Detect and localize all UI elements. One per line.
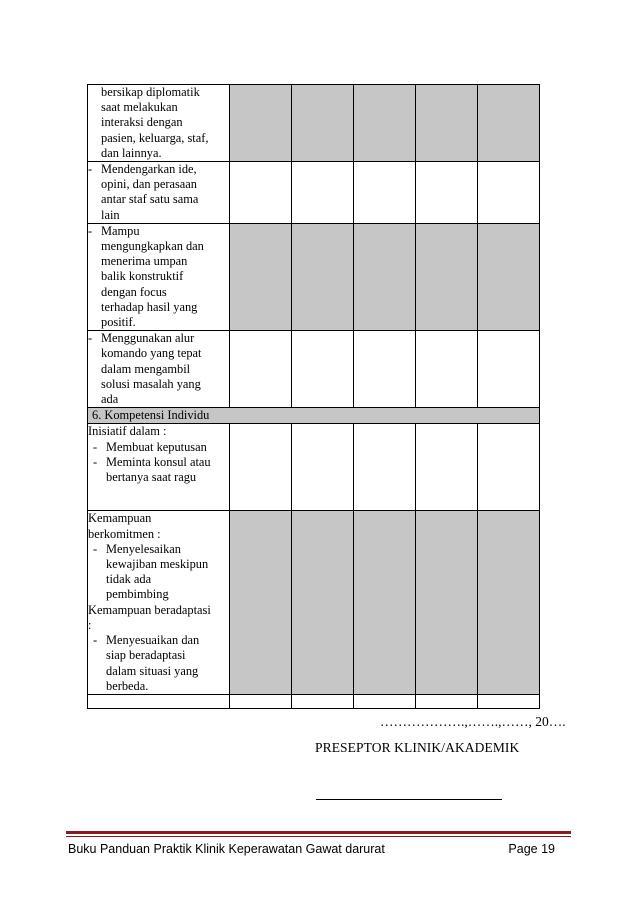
criteria-line: Menyesuaikan dan (106, 633, 200, 648)
table-row (88, 511, 540, 694)
criteria-line: dalam situasi yang (106, 663, 199, 678)
score-cell (478, 424, 540, 511)
criteria-line: terhadap hasil yang (101, 299, 198, 314)
criteria-line: bersikap diplomatik (101, 85, 200, 99)
score-cell (230, 694, 292, 708)
criteria-line: Mendengarkan ide, (101, 162, 197, 177)
criteria-line: solusi masalah yang (101, 376, 201, 391)
score-cell (292, 162, 354, 224)
criteria-line: saat melakukan (101, 100, 178, 115)
score-cell (292, 223, 354, 330)
signature-line (316, 799, 502, 800)
table-row (88, 162, 540, 224)
score-cell (292, 424, 354, 511)
score-cell (416, 694, 478, 708)
score-cell (230, 424, 292, 511)
criteria-cell (88, 85, 230, 162)
criteria-line: opini, dan perasaan (101, 177, 197, 192)
score-cell (478, 511, 540, 694)
section-row (88, 408, 540, 424)
criteria-line: dengan focus (101, 284, 167, 299)
table-row (88, 85, 540, 162)
score-cell (416, 511, 478, 694)
bullet-dash: - (93, 633, 98, 648)
score-cell (230, 511, 292, 694)
bullet-dash: - (93, 439, 98, 454)
criteria-cell (88, 694, 230, 708)
bullet-dash: - (93, 541, 98, 556)
criteria-line: siap beradaptasi (106, 648, 186, 663)
criteria-line: pasien, keluarga, staf, (101, 130, 209, 145)
criteria-line: Mampu (101, 223, 140, 238)
score-cell (292, 511, 354, 694)
score-cell (416, 424, 478, 511)
criteria-line: bertanya saat ragu (106, 470, 197, 485)
criteria-line: Meminta konsul atau (106, 454, 211, 469)
criteria-line: mengungkapkan dan (101, 239, 204, 254)
score-cell (230, 162, 292, 224)
table-row (88, 223, 540, 330)
criteria-cell (88, 162, 230, 224)
criteria-line: komando yang tepat (101, 346, 202, 361)
score-cell (292, 331, 354, 408)
score-cell (478, 162, 540, 224)
table-row (88, 424, 540, 511)
criteria-line: pembimbing (106, 587, 169, 602)
assessment-table (87, 84, 540, 709)
section-heading: 6. Kompetensi Individu (88, 408, 540, 424)
score-cell (354, 85, 416, 162)
criteria-line: positif. (101, 315, 136, 330)
bullet-dash: - (93, 454, 98, 469)
criteria-line: menerima umpan (101, 254, 188, 269)
criteria-cell (88, 223, 230, 330)
bullet-dash: - (88, 223, 93, 238)
score-cell (478, 85, 540, 162)
table-row (88, 694, 540, 708)
criteria-line: lain (101, 207, 120, 222)
criteria-line: interaksi dengan (101, 115, 183, 130)
signature-date-line: ……………….,…….,……, 20…. (380, 714, 566, 729)
score-cell (354, 162, 416, 224)
criteria-line: tidak ada (106, 572, 152, 587)
criteria-line: kewajiban meskipun (106, 557, 209, 572)
criteria-title: Kemampuan beradaptasi (88, 602, 211, 617)
table-row (88, 331, 540, 408)
score-cell (354, 223, 416, 330)
bullet-dash: - (88, 162, 93, 177)
criteria-title: Kemampuan (88, 511, 152, 526)
score-cell (478, 694, 540, 708)
criteria-line: berbeda. (106, 678, 149, 693)
criteria-cell (88, 511, 230, 694)
footer-rule (66, 831, 571, 834)
bullet-dash: - (88, 331, 93, 346)
score-cell (230, 85, 292, 162)
criteria-line: ada (101, 392, 119, 407)
criteria-line: Menyelesaikan (106, 541, 182, 556)
criteria-line: dalam mengambil (101, 361, 191, 376)
page-number: Page 19 (508, 842, 555, 856)
score-cell (354, 694, 416, 708)
criteria-line: Menggunakan alur (101, 331, 195, 346)
score-cell (416, 223, 478, 330)
footer-rule-thin (66, 836, 571, 837)
score-cell (354, 331, 416, 408)
criteria-line: dan lainnya. (101, 145, 162, 160)
score-cell (416, 162, 478, 224)
score-cell (416, 85, 478, 162)
signature-role: PRESEPTOR KLINIK/AKADEMIK (315, 740, 520, 755)
criteria-title: berkomitmen : (88, 526, 161, 541)
criteria-line: balik konstruktif (101, 269, 184, 284)
score-cell (230, 331, 292, 408)
score-cell (292, 85, 354, 162)
score-cell (230, 223, 292, 330)
score-cell (354, 511, 416, 694)
criteria-cell (88, 331, 230, 408)
score-cell (416, 331, 478, 408)
criteria-line: Membuat keputusan (106, 439, 207, 454)
criteria-title: : (88, 617, 92, 632)
criteria-cell (88, 424, 230, 511)
score-cell (292, 694, 354, 708)
footer-title: Buku Panduan Praktik Klinik Keperawatan Gawat darurat (68, 842, 385, 856)
criteria-line: antar staf satu sama (101, 192, 199, 207)
score-cell (354, 424, 416, 511)
criteria-title: Inisiatif dalam : (88, 424, 167, 439)
score-cell (478, 223, 540, 330)
score-cell (478, 331, 540, 408)
